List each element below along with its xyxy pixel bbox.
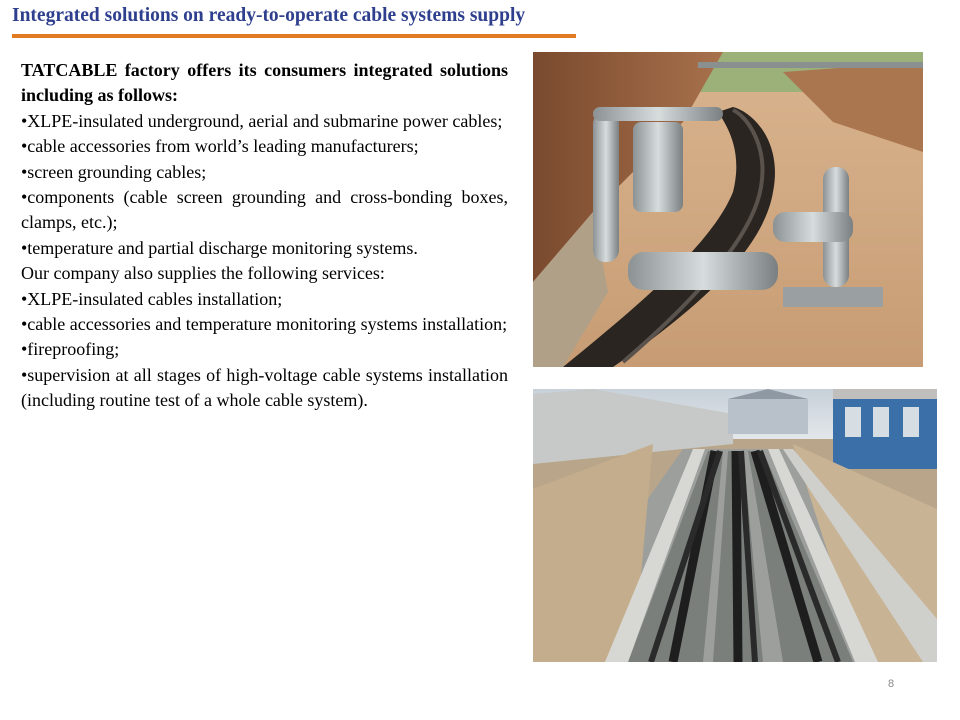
slide-title: Integrated solutions on ready-to-operate cable systems supply [12, 5, 526, 26]
solution-item-cables: •XLPE-insulated underground, aerial and submarine power cables; [21, 110, 503, 131]
cable-trays-site-photo [533, 389, 937, 662]
service-item-supervision: •supervision at all stages of high-voltage cable systems installation (including routine test of a whole cable system). [21, 364, 508, 411]
service-item-installation: •XLPE-insulated cables installation; [21, 288, 283, 309]
cable-rollers-trench-photo [533, 52, 923, 367]
intro-paragraph: TATCABLE factory offers its consumers integrated solutions including as follows: [21, 60, 508, 106]
service-item-accessories-installation: •cable accessories and temperature monitoring systems installation; [21, 314, 508, 335]
body-text [21, 58, 508, 414]
solution-item-accessories: •cable accessories from world’s leading manufacturers; [21, 136, 419, 157]
solution-item-grounding-cables: •screen grounding cables; [21, 161, 207, 182]
page-number: 8 [888, 678, 895, 690]
solution-item-monitoring: •temperature and partial discharge monitoring systems. [21, 237, 418, 258]
service-item-fireproofing: •fireproofing; [21, 339, 120, 360]
services-intro: Our company also supplies the following services: [21, 263, 385, 284]
solution-item-components: •components (cable screen grounding and cross-bonding boxes, clamps, etc.); [21, 187, 508, 233]
title-underline-rule [12, 34, 576, 38]
